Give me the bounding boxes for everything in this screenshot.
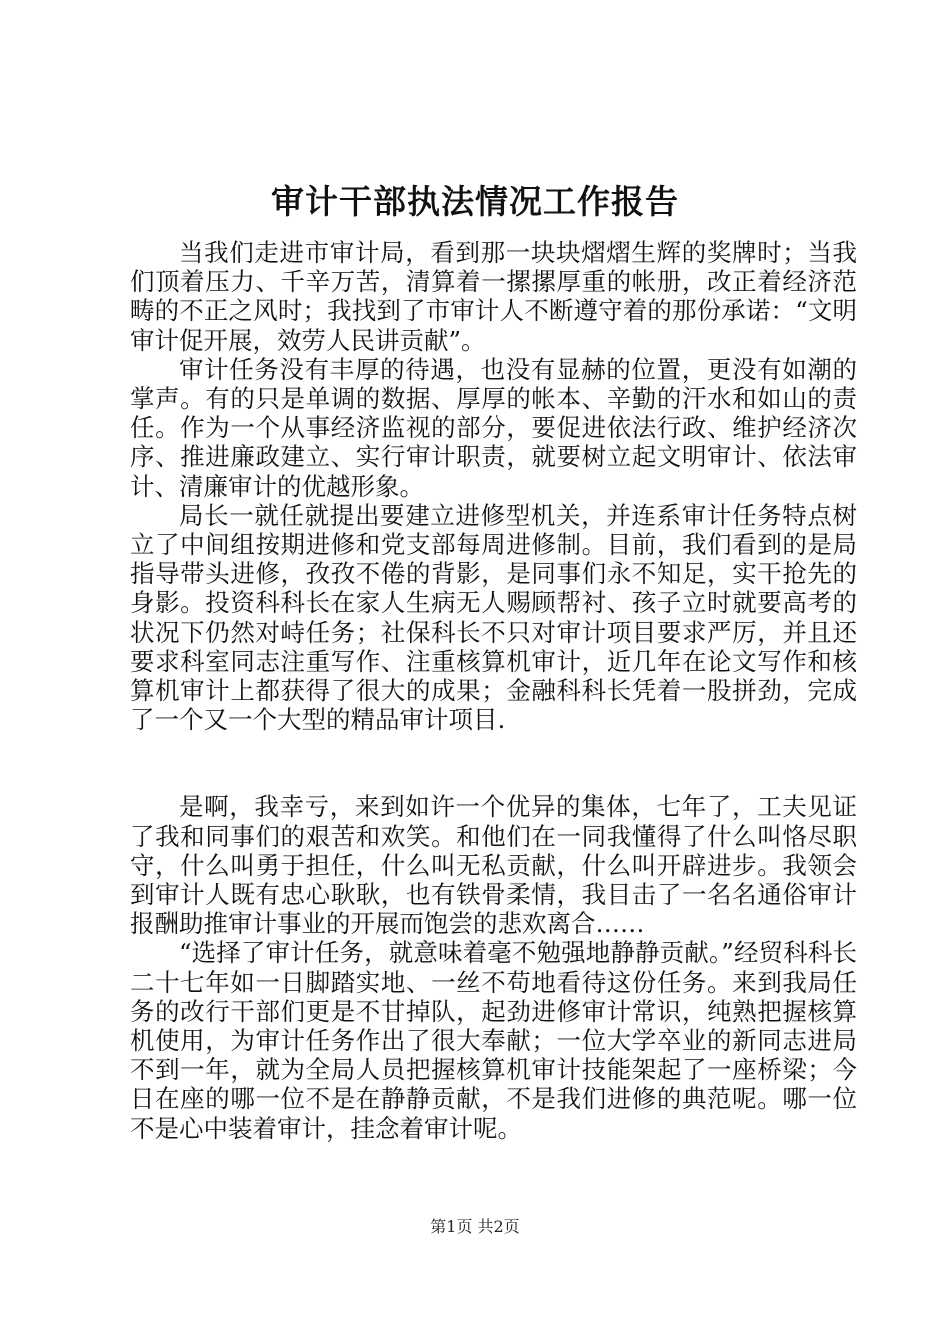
paragraph-2: 审计任务没有丰厚的待遇，也没有显赫的位置，更没有如潮的掌声。有的只是单调的数据、厚厚的帐本、辛勤的汗水和如山的责任。作为一个从事经济监视的部分，要促进依法行政、维护经济次序、推进廉政建立、实行审计职责，就要树立起文明审计、依法审计、清廉审计的优越形象。 xyxy=(130,354,857,501)
document-title: 审计干部执法情况工作报告 xyxy=(271,182,679,221)
paragraph-5: “选择了审计任务，就意味着毫不勉强地静静贡献。”经贸科科长二十七年如一日脚踏实地、一丝不苟地看待这份任务。来到我局任务的改行干部们更是不甘掉队，起劲进修审计常识，纯熟把握核算机使用，为审计任务作出了很大奉献；一位大学卒业的新同志进局不到一年，就为全局人员把握核算机审计技能架起了一座桥梁；今日在座的哪一位不是在静静贡献，不是我们进修的典范呢。哪一位不是心中装着审计，挂念着审计呢。 xyxy=(130,938,857,1143)
paragraph-1: 当我们走进市审计局，看到那一块块熠熠生辉的奖牌时；当我们顶着压力、千辛万苦，清算着一摞摞厚重的帐册，改正着经济范畴的不正之风时；我找到了市审计人不断遵守着的那份承诺：“文明审计促开展，效劳人民讲贡献”。 xyxy=(130,238,857,355)
paragraph-4: 是啊，我幸亏，来到如许一个优异的集体，七年了，工夫见证了我和同事们的艰苦和欢笑。和他们在一同我懂得了什么叫恪尽职守，什么叫勇于担任，什么叫无私贡献，什么叫开辟进步。我领会到审计人既有忠心耿耿，也有铁骨柔情，我目击了一名名通俗审计报酬助推审计事业的开展而饱尝的悲欢离合…… xyxy=(130,792,857,939)
page-number-footer: 第1页 共2页 xyxy=(430,1217,520,1236)
paragraph-3: 局长一就任就提出要建立进修型机关，并连系审计任务特点树立了中间组按期进修和党支部每周进修制。目前，我们看到的是局指导带头进修，孜孜不倦的背影，是同事们永不知足，实干抢先的身影。投资科科长在家人生病无人赐顾帮衬、孩子立时就要高考的状况下仍然对峙任务；社保科长不只对审计项目要求严厉，并且还要求科室同志注重写作、注重核算机审计，近几年在论文写作和核算机审计上都获得了很大的成果；金融科科长凭着一股拼劲，完成了一个又一个大型的精品审计项目. xyxy=(130,500,857,735)
document-body xyxy=(130,238,857,1143)
